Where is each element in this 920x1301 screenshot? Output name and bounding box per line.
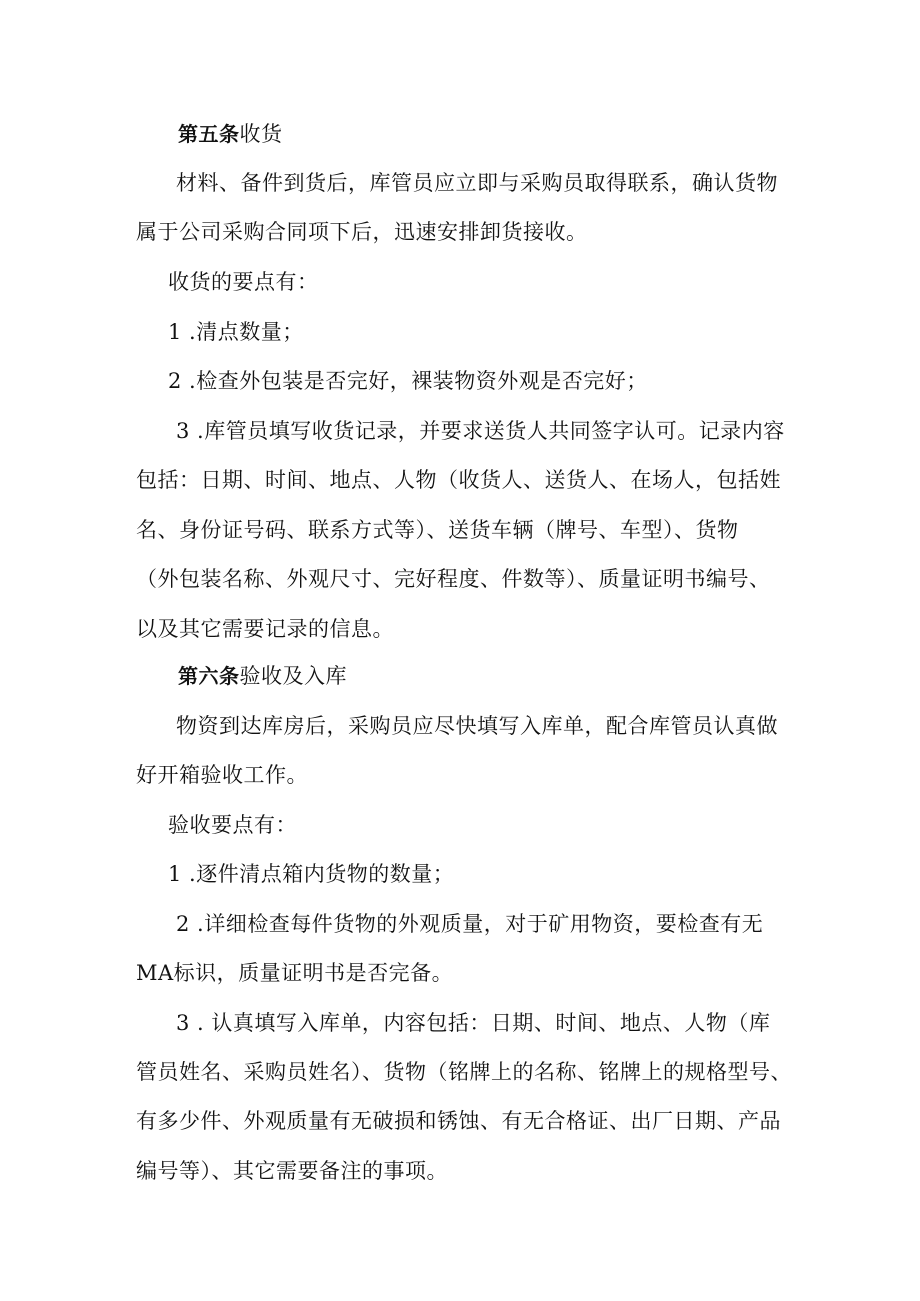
- article5-title: 收货: [239, 122, 283, 146]
- article5-heading: [178, 120, 283, 148]
- article6-heading: [178, 662, 347, 690]
- article5-item3-line5: 以及其它需要记录的信息。: [136, 617, 394, 641]
- article6-item1: 1 .逐件清点箱内货物的数量；: [168, 862, 455, 886]
- article6-title: 验收及入库: [239, 664, 347, 688]
- article5-item2: 2 .检查外包装是否完好，裸装物资外观是否完好；: [168, 369, 648, 393]
- article5-para1-line2: 属于公司采购合同项下后，迅速安排卸货接收。: [136, 220, 588, 244]
- article6-item3-line1: 3 . 认真填写入库单，内容包括：日期、时间、地点、人物（库: [176, 1011, 771, 1035]
- article5-item1: 1 .清点数量；: [168, 320, 304, 344]
- article5-item3-line1: 3 .库管员填写收货记录，并要求送货人共同签字认可。记录内容: [176, 419, 785, 443]
- article6-para1-line1: 物资到达库房后，采购员应尽快填写入库单，配合库管员认真做: [176, 714, 778, 738]
- article6-item2-line1: 2 .详细检查每件货物的外观质量，对于矿用物资，要检查有无: [176, 912, 764, 936]
- article6-item2-line2: MA标识，质量证明书是否完备。: [136, 961, 454, 985]
- article6-para1-line2: 好开箱验收工作。: [136, 763, 308, 787]
- article5-para1-line1: 材料、备件到货后，库管员应立即与采购员取得联系，确认货物: [176, 171, 778, 195]
- article5-item3-line3: 名、身份证号码、联系方式等）、送货车辆（牌号、车型）、货物: [136, 518, 739, 542]
- article6-item3-line4: 编号等）、其它需要备注的事项。: [136, 1159, 448, 1183]
- article5-item3-line2: 包括：日期、时间、地点、人物（收货人、送货人、在场人，包括姓: [136, 468, 781, 492]
- article5-number: 第五条: [178, 122, 240, 146]
- article6-points-intro: 验收要点有：: [168, 813, 297, 837]
- article6-number: 第六条: [178, 664, 240, 688]
- article5-points-intro: 收货的要点有：: [168, 270, 319, 294]
- article5-item3-line4: （外包装名称、外观尺寸、完好程度、件数等）、质量证明书编号、: [136, 567, 771, 591]
- article6-item3-line3: 有多少件、外观质量有无破损和锈蚀、有无合格证、出厂日期、产品: [136, 1109, 781, 1133]
- article6-item3-line2: 管员姓名、采购员姓名）、货物（铭牌上的名称、铭牌上的规格型号、: [136, 1060, 792, 1084]
